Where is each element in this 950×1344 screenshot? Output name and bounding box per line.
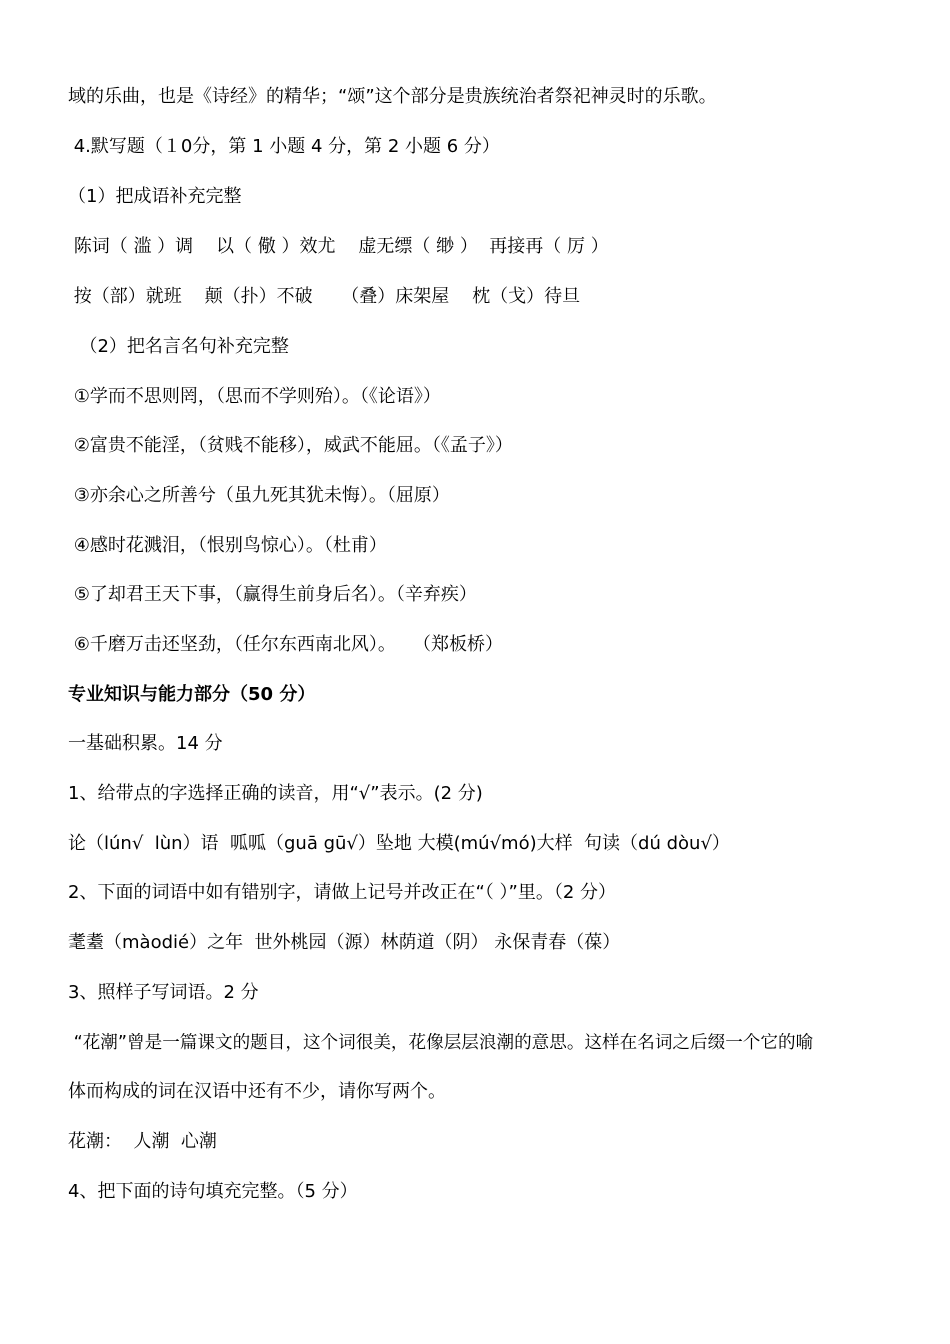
text-line: 2、下面的词语中如有错别字，请做上记号并改正在“（ ）”里。（2 分）	[68, 882, 616, 903]
text-line: 一基础积累。14 分	[68, 733, 223, 754]
text-line: 1、给带点的字选择正确的读音，用“√”表示。(2 分)	[68, 783, 483, 804]
text-line: ①学而不思则罔，（思而不学则殆）。（《论语》）	[68, 386, 441, 407]
text-line: ③亦余心之所善兮（虽九死其犹未悔）。（屈原）	[68, 485, 450, 506]
section-heading: 专业知识与能力部分（50 分）	[68, 684, 316, 705]
text-line: 体而构成的词在汉语中还有不少，请你写两个。	[68, 1081, 446, 1102]
text-line: 耄耋（màodié）之年 世外桃园（源）林荫道（阴） 永保青春（葆）	[68, 932, 621, 953]
text-line: （2）把名言名句补充完整	[68, 336, 289, 357]
text-line: 花潮： 人潮 心潮	[68, 1131, 217, 1152]
text-line: ⑥千磨万击还坚劲，（任尔东西南北风）。 （郑板桥）	[68, 634, 504, 655]
text-line: 4.默写题（１0分，第 1 小题 4 分，第 2 小题 6 分）	[68, 136, 500, 157]
text-line: 按（部）就班 颠（扑）不破 （叠）床架屋 枕（戈）待旦	[68, 286, 581, 307]
text-line: 论（lún√ lùn）语 呱呱（guā gū√）坠地 大模(mú√mó)大样 句读（dú dòu√）	[68, 833, 730, 854]
text-line: ②富贵不能淫，（贫贱不能移），威武不能屈。（《孟子》）	[68, 435, 513, 456]
text-line: “花潮”曾是一篇课文的题目，这个词很美，花像层层浪潮的意思。这样在名词之后缀一个它的喻	[68, 1033, 814, 1053]
text-line: ④感时花溅泪，（恨别鸟惊心）。（杜甫）	[68, 535, 387, 556]
text-line: 陈词（ 滥 ）调 以（ 儆 ）效尤 虚无缥（ 缈 ） 再接再（ 厉 ）	[68, 236, 609, 257]
text-line: 域的乐曲，也是《诗经》的精华；“颂”这个部分是贵族统治者祭祀神灵时的乐歌。	[68, 86, 717, 107]
text-line: 4、把下面的诗句填充完整。（5 分）	[68, 1181, 358, 1202]
text-line: （1）把成语补充完整	[68, 186, 242, 207]
text-line: ⑤了却君王天下事，（赢得生前身后名）。（辛弃疾）	[68, 584, 477, 605]
text-line: 3、照样子写词语。2 分	[68, 982, 259, 1003]
